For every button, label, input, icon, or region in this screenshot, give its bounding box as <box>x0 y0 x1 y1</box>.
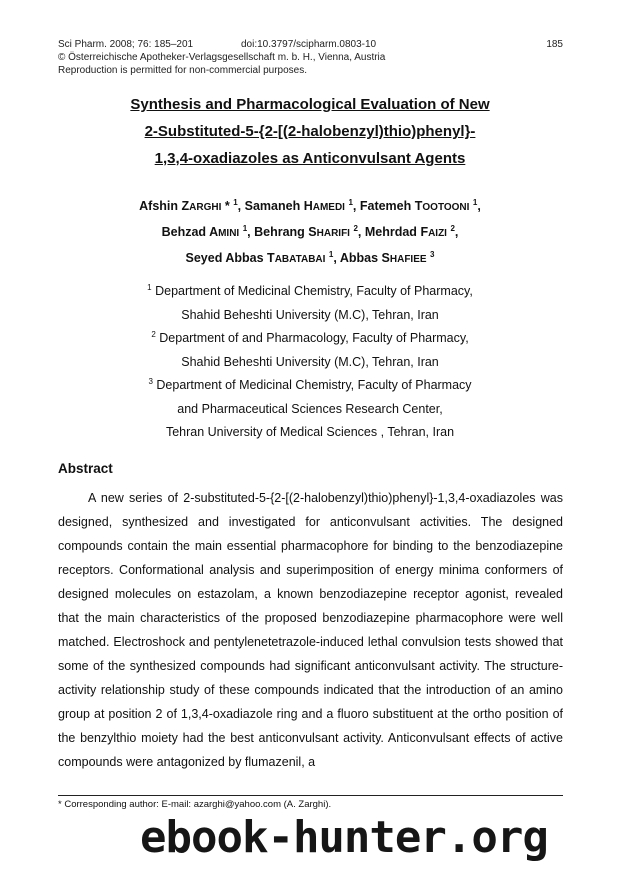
affiliations <box>40 280 580 445</box>
affiliation-2: $^2$ Department of and Pharmacology, Faculty of Pharmacy, Shahid Beheshti University (M.C), Tehran, Iran <box>151 329 469 369</box>
publisher-line: © Österreichische Apotheker-Verlagsgesellschaft m. b. H., Vienna, Austria <box>58 52 386 63</box>
author: Behzad AMINI $^1$, <box>161 223 255 239</box>
title-line-2: 2-Substituted-5-{2-[(2-halobenzyl)thio)phenyl}- <box>144 123 476 140</box>
author-line-2 <box>40 220 580 246</box>
abstract-text: A new series of 2-substituted-5-{2-[(2-halobenzyl)thio)phenyl}-1,3,4-oxadiazoles was designed, synthesized and investigated for anticonvulsant activities. The designed compounds contain the main essential pharmacophore for binding to the benzodiazepine receptors. Conformational analysis and superimposition of energy minima conformers of designed molecules on estazolam, a known benzodiazepine receptor agonist, revealed that the main characteristics of the proposed benzodiazepine pharmacophore were well matched. Electroshock and pentylenetetrazole-induced lethal convulsion tests showed that some of the synthesized compounds had significant anticonvulsant activity. The structure-activity relationship study of these compounds indicated that the introduction of an amino group at position 2 of 1,3,4-oxadiazole ring and a fluoro substituent at the ortho position of the benzylthio moiety had the best anticonvulsant activity. Anticonvulsant effects of active compounds were antagonized by flumazenil, a <box>58 491 563 769</box>
abstract-heading: Abstract <box>58 461 113 476</box>
doi: doi:10.3797/scipharm.0803-10 <box>241 39 377 50</box>
author: Abbas SHAFIEE $^3$ <box>339 249 435 265</box>
journal-citation: Sci Pharm. 2008; 76: 185–201 <box>58 39 194 50</box>
watermark-logo: ebook-hunter.org <box>140 812 548 863</box>
title-line-3: 1,3,4-oxadiazoles as Anticonvulsant Agents <box>154 150 466 167</box>
license-line: Reproduction is permitted for non-commercial purposes. <box>58 65 307 76</box>
affiliation-3: $^3$ Department of Medicinal Chemistry, Faculty of Pharmacy and Pharmaceutical Sciences Research Center, Tehran University of Medical Sciences , Tehran, Iran <box>148 376 472 439</box>
footnote-rule <box>58 795 563 796</box>
affiliation-1: $^1$ Department of Medicinal Chemistry, Faculty of Pharmacy, Shahid Beheshti University (M.C), Tehran, Iran <box>147 282 473 322</box>
author: Fatemeh TOOTOONI $^1$, <box>359 197 481 213</box>
page-number: 185 <box>546 39 563 50</box>
author: Mehrdad FAIZI $^2$, <box>364 223 459 239</box>
author: Samaneh HAMEDI $^1$, <box>244 197 360 213</box>
title-line-1: Synthesis and Pharmacological Evaluation of New <box>130 96 490 113</box>
author: Seyed Abbas TABATABAI $^1$, <box>185 249 340 265</box>
paper-title <box>40 91 580 172</box>
author: Behrang SHARIFI $^2$, <box>254 223 365 239</box>
running-header <box>58 38 563 77</box>
author-line-3 <box>40 246 580 272</box>
author: Afshin ZARGHI * $^1$, <box>139 197 245 213</box>
author-line-1 <box>40 194 580 220</box>
corresponding-author-footnote: * Corresponding author: E-mail: azarghi@yahoo.com (A. Zarghi). <box>58 799 332 810</box>
author-list <box>40 194 580 272</box>
